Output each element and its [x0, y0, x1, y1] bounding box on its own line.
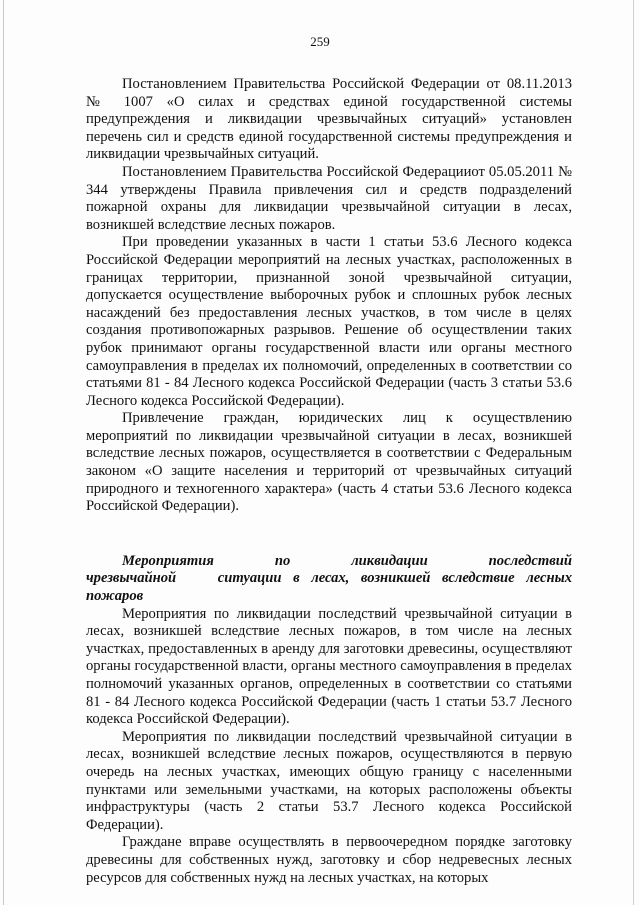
paragraph-priority-areas: Мероприятия по ликвидации последствий чрезвычайной ситуации в лесах, возникшей вследствие лесных пожаров, осуществляются в первую очередь на лесных участках, имеющих общую границу с населенными пунктами или земельными участками, на которых расположены объекты инфраструктуры (часть 2 статьи 53.7 Лесного кодекса Российской Федерации).: [86, 728, 572, 833]
section-heading-line-1: Мероприятия по ликвидации последствий чрезвычайной: [86, 552, 572, 587]
scan-edge-left: [3, 0, 4, 905]
paragraph-aftermath-measures: Мероприятия по ликвидации последствий чрезвычайной ситуации в лесах, возникшей вследствие лесных пожаров, в том числе на лесных участках, предоставленных в аренду для заготовки древесины, осуществляют органы государственной власти, органы местного самоуправления в пределах полномочий указанных органов, определенных в соответствии со статьями 81 - 84 Лесного кодекса Российской Федерации (часть 1 статьи 53.7 Лесного кодекса Российской Федерации).: [86, 605, 572, 728]
section-heading: [86, 553, 572, 606]
section-heading-line-2: ситуации в лесах, возникшей вследствие лесных пожаров: [86, 570, 572, 605]
paragraph-government-decree-1007: Постановлением Правительства Российской Федерации от 08.11.2013 № 1007 «О силах и средствах единой государственной системы предупреждения и ликвидации чрезвычайных ситуаций» установлен перечень сил и средств единой государственной системы предупреждения и ликвидации чрезвычайных ситуаций.: [86, 76, 572, 163]
page-number: 259: [310, 34, 330, 49]
paragraph-selective-felling: При проведении указанных в части 1 статьи 53.6 Лесного кодекса Российской Федерации мероприятий на лесных участках, расположенных в границах территории, признанной зоной чрезвычайной ситуации, допускается осуществление выборочных рубок и сплошных рубок лесных насаждений без предоставления лесных участков, в том числе в целях создания противопожарных разрывов. Решение об осуществлении таких рубок принимают органы государственной власти или органы местного самоуправления в пределах их полномочий, определенных в соответствии со статьями 81 - 84 Лесного кодекса Российской Федерации (часть 3 статьи 53.6 Лесного кодекса Российской Федерации).: [86, 234, 572, 409]
paragraph-citizen-involvement: Привлечение граждан, юридических лиц к осуществлению мероприятий по ликвидации чрезвычайной ситуации в лесах, возникшей вследствие лесных пожаров, осуществляется в соответствии с Федеральным законом «О защите населения и территорий от чрезвычайных ситуаций природного и техногенного характера» (часть 4 статьи 53.6 Лесного кодекса Российской Федерации).: [86, 410, 572, 515]
paragraph-government-decree-344: Постановлением Правительства Российской Федерацииот 05.05.2011 № 344 утверждены Правила привлечения сил и средств подразделений пожарной охраны для ликвидации чрезвычайной ситуации в лесах, возникшей вследствие лесных пожаров.: [86, 163, 572, 233]
paragraph-citizen-harvesting: Граждане вправе осуществлять в первоочередном порядке заготовку древесины для собственных нужд, заготовку и сбор недревесных лесных ресурсов для собственных нужд на лесных участках, на которых: [86, 834, 572, 886]
scan-edge-right: [633, 0, 634, 905]
page-content: [86, 76, 572, 887]
